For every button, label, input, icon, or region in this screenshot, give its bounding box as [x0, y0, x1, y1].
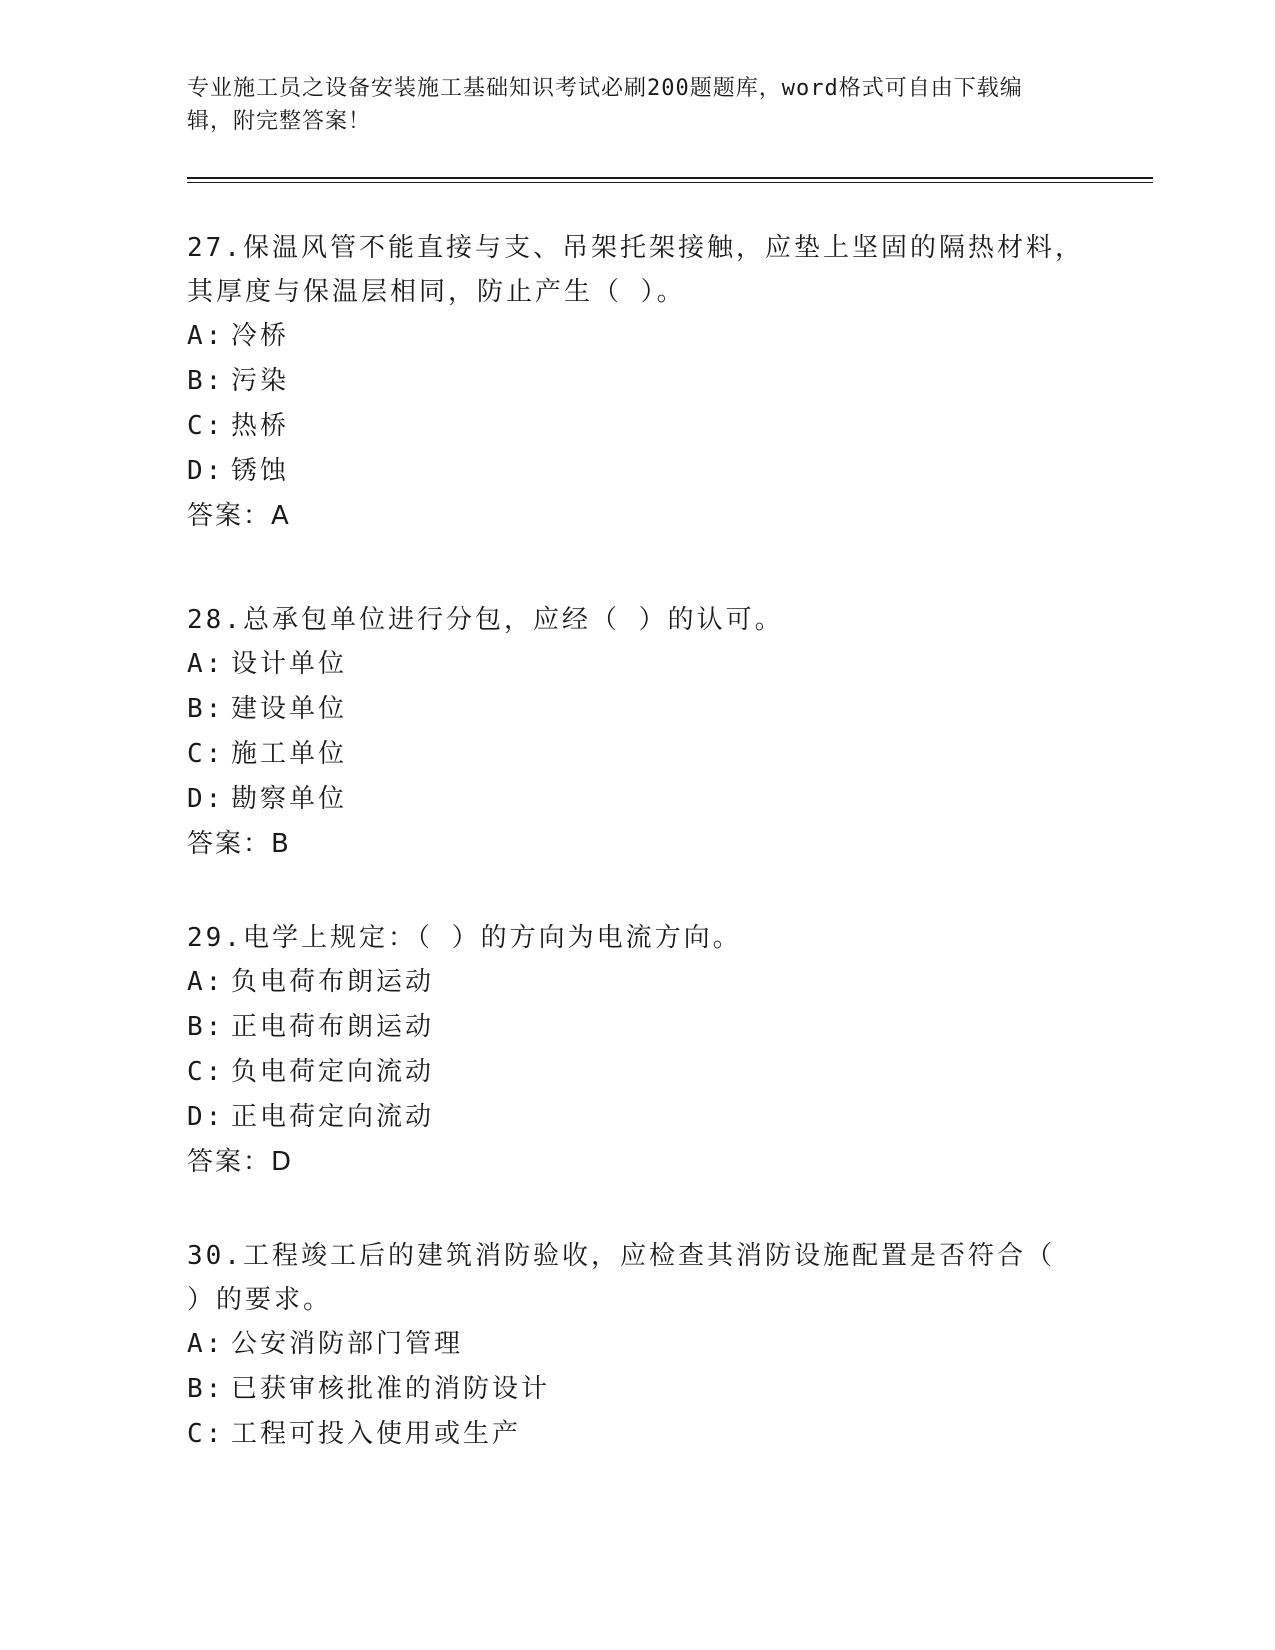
option-letter: A:	[187, 321, 225, 351]
header-divider-thick	[187, 177, 1153, 179]
option-text: 负电荷定向流动	[231, 1057, 435, 1087]
option-c	[187, 404, 1087, 449]
option-text: 设计单位	[231, 649, 348, 679]
question-27	[187, 226, 1087, 539]
question-28	[187, 598, 1087, 867]
answer-line: 答案：B	[187, 829, 291, 859]
option-letter: D:	[187, 456, 225, 486]
option-c	[187, 1050, 1087, 1095]
option-b	[187, 1367, 1087, 1412]
option-a	[187, 642, 1087, 687]
option-letter: B:	[187, 1012, 225, 1042]
header-divider-thin	[187, 182, 1153, 183]
option-c	[187, 732, 1087, 777]
option-text: 锈蚀	[231, 456, 290, 486]
answer-line: 答案：D	[187, 1147, 294, 1177]
question-stem: 29.电学上规定：（ ）的方向为电流方向。	[187, 923, 742, 953]
option-text: 热桥	[231, 411, 290, 441]
option-d	[187, 449, 1087, 494]
option-letter: A:	[187, 967, 225, 997]
option-text: 已获审核批准的消防设计	[231, 1374, 551, 1404]
option-letter: C:	[187, 1057, 225, 1087]
option-text: 公安消防部门管理	[231, 1329, 464, 1359]
question-29	[187, 916, 1087, 1185]
option-letter: C:	[187, 1419, 225, 1449]
option-text: 工程可投入使用或生产	[231, 1419, 522, 1449]
option-text: 污染	[231, 366, 290, 396]
header-text: 专业施工员之设备安装施工基础知识考试必刷200题题库，word格式可自由下载编辑，附完整答案！	[187, 76, 1023, 134]
option-text: 正电荷定向流动	[231, 1102, 435, 1132]
option-text: 勘察单位	[231, 784, 348, 814]
question-30	[187, 1234, 1087, 1457]
option-d	[187, 777, 1087, 822]
option-c	[187, 1412, 1087, 1457]
option-letter: C:	[187, 739, 225, 769]
option-text: 施工单位	[231, 739, 348, 769]
option-text: 正电荷布朗运动	[231, 1012, 435, 1042]
option-text: 冷桥	[231, 321, 290, 351]
option-letter: B:	[187, 366, 225, 396]
option-letter: B:	[187, 694, 225, 724]
option-letter: D:	[187, 1102, 225, 1132]
option-b	[187, 359, 1087, 404]
option-letter: C:	[187, 411, 225, 441]
document-header	[187, 72, 1067, 138]
option-b	[187, 687, 1087, 732]
question-stem: 30.工程竣工后的建筑消防验收，应检查其消防设施配置是否符合（ ）的要求。	[187, 1241, 1055, 1315]
question-stem: 27.保温风管不能直接与支、吊架托架接触，应垫上坚固的隔热材料，其厚度与保温层相同，防止产生（ ）。	[187, 233, 1084, 307]
option-a	[187, 960, 1087, 1005]
option-letter: B:	[187, 1374, 225, 1404]
option-a	[187, 1322, 1087, 1367]
option-letter: A:	[187, 1329, 225, 1359]
answer-line: 答案：A	[187, 501, 291, 531]
option-a	[187, 314, 1087, 359]
option-letter: A:	[187, 649, 225, 679]
option-text: 建设单位	[231, 694, 348, 724]
option-letter: D:	[187, 784, 225, 814]
option-d	[187, 1095, 1087, 1140]
question-stem: 28.总承包单位进行分包，应经（ ）的认可。	[187, 605, 784, 635]
option-text: 负电荷布朗运动	[231, 967, 435, 997]
option-b	[187, 1005, 1087, 1050]
